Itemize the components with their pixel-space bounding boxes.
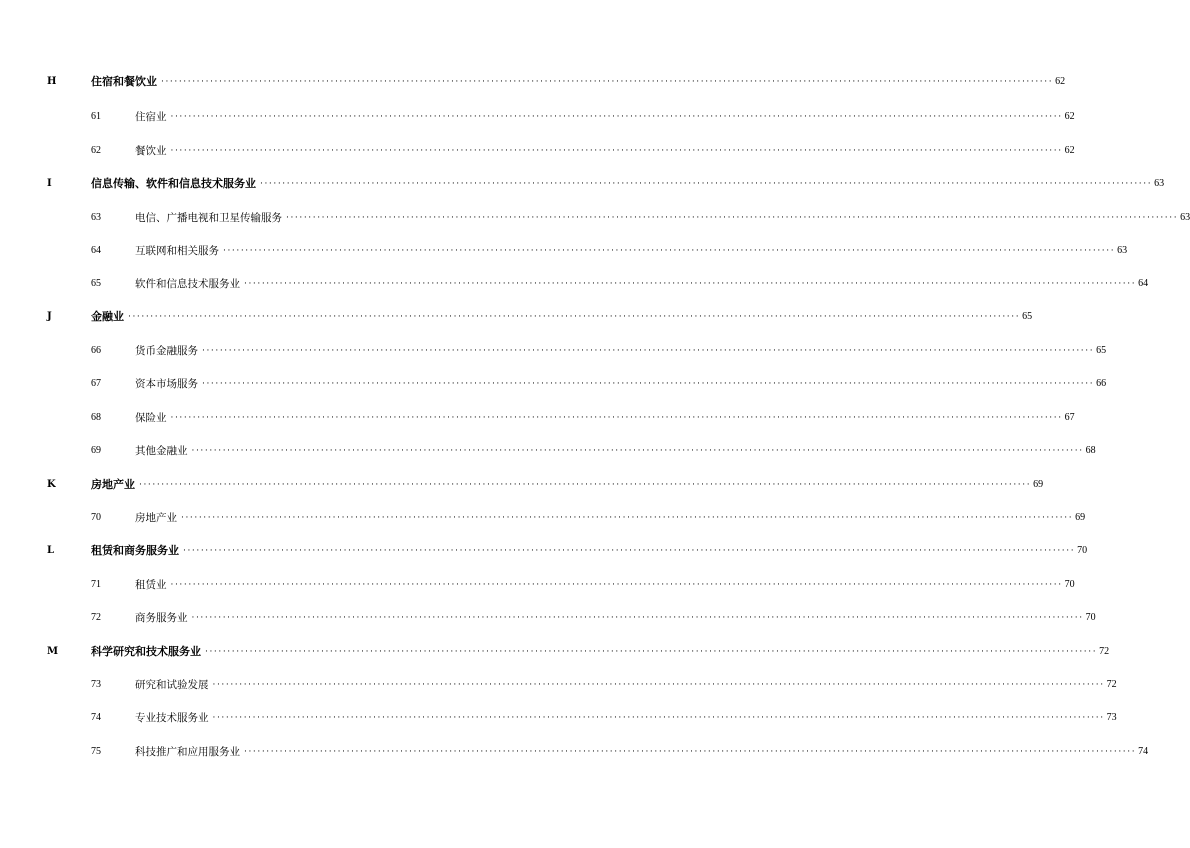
subcategory-code: 71 [91, 579, 101, 590]
subcategory-code: 68 [91, 412, 101, 423]
dot-leader: ········································································································································································································ [202, 346, 1095, 356]
toc-entry-subcategory[interactable] [0, 241, 1128, 261]
dot-leader: ········································································································································································································ [191, 446, 1084, 456]
entry-title: 互联网和相关服务 [135, 241, 223, 261]
toc-entry-subcategory[interactable] [0, 107, 1075, 127]
subcategory-code: 61 [91, 111, 101, 122]
entry-title: 信息传输、软件和信息技术服务业 [91, 174, 260, 194]
category-letter: J [47, 311, 52, 322]
toc-entry-subcategory[interactable] [0, 742, 1149, 762]
dot-leader: ········································································································································································································ [139, 480, 1032, 490]
toc-leader [135, 508, 1086, 528]
toc-leader [91, 642, 1110, 662]
toc-entry-subcategory[interactable] [0, 341, 1107, 361]
entry-title: 科学研究和技术服务业 [91, 642, 205, 662]
entry-title: 房地产业 [135, 508, 181, 528]
toc-leader [135, 441, 1096, 461]
toc-leader [135, 374, 1107, 394]
toc-leader [91, 72, 1066, 92]
page-number: 62 [1064, 111, 1075, 122]
page-number: 63 [1117, 245, 1128, 256]
page-number: 73 [1106, 712, 1117, 723]
category-letter: K [47, 479, 56, 490]
toc-entry-subcategory[interactable] [0, 141, 1075, 161]
entry-title: 科技推广和应用服务业 [135, 742, 244, 762]
toc-entry-category[interactable] [0, 541, 1088, 561]
toc-entry-subcategory[interactable] [0, 441, 1096, 461]
dot-leader: ········································································································································································································ [260, 179, 1153, 189]
toc-leader [135, 274, 1149, 294]
toc-leader [135, 408, 1075, 428]
dot-leader: ········································································································································································································ [170, 146, 1063, 156]
dot-leader: ········································································································································································································ [212, 680, 1105, 690]
toc-entry-category[interactable] [0, 642, 1110, 662]
category-letter: M [47, 646, 59, 657]
toc-leader [135, 341, 1107, 361]
dot-leader: ········································································································································································································ [181, 513, 1074, 523]
category-letter: L [47, 545, 55, 556]
toc-leader [135, 675, 1117, 695]
toc-entry-category[interactable] [0, 174, 1165, 194]
subcategory-code: 63 [91, 212, 101, 223]
dot-leader: ········································································································································································································ [191, 613, 1084, 623]
entry-title: 货币金融服务 [135, 341, 202, 361]
subcategory-code: 69 [91, 445, 101, 456]
subcategory-code: 66 [91, 345, 101, 356]
toc-entry-subcategory[interactable] [0, 374, 1107, 394]
page-number: 63 [1154, 178, 1165, 189]
dot-leader: ········································································································································································································ [170, 580, 1063, 590]
entry-title: 其他金融业 [135, 441, 192, 461]
entry-title: 软件和信息技术服务业 [135, 274, 244, 294]
toc-leader [135, 608, 1096, 628]
page-number: 70 [1085, 612, 1096, 623]
toc-leader [135, 141, 1075, 161]
page-number: 72 [1099, 646, 1110, 657]
entry-title: 餐饮业 [135, 141, 171, 161]
page-number: 66 [1096, 378, 1107, 389]
page-number: 69 [1075, 512, 1086, 523]
page-number: 74 [1138, 746, 1149, 757]
toc-entry-category[interactable] [0, 475, 1044, 495]
page-number: 65 [1096, 345, 1107, 356]
toc-entry-subcategory[interactable] [0, 575, 1075, 595]
dot-leader: ········································································································································································································ [170, 112, 1063, 122]
entry-title: 房地产业 [91, 475, 139, 495]
page-number: 63 [1180, 212, 1190, 223]
toc-entry-subcategory[interactable] [0, 274, 1149, 294]
toc-entry-subcategory[interactable] [0, 508, 1086, 528]
page-number: 62 [1064, 145, 1075, 156]
subcategory-code: 74 [91, 712, 101, 723]
page-number: 62 [1055, 76, 1066, 87]
entry-title: 金融业 [91, 307, 128, 327]
dot-leader: ········································································································································································································ [205, 647, 1098, 657]
entry-title: 住宿和餐饮业 [91, 72, 161, 92]
entry-title: 资本市场服务 [135, 374, 202, 394]
subcategory-code: 73 [91, 679, 101, 690]
toc-entry-subcategory[interactable] [0, 708, 1117, 728]
subcategory-code: 75 [91, 746, 101, 757]
toc-entry-subcategory[interactable] [0, 408, 1075, 428]
page-number: 69 [1033, 479, 1044, 490]
dot-leader: ········································································································································································································ [161, 77, 1054, 87]
subcategory-code: 72 [91, 612, 101, 623]
dot-leader: ········································································································································································································ [170, 413, 1063, 423]
dot-leader: ········································································································································································································ [244, 747, 1137, 757]
page-number: 64 [1138, 278, 1149, 289]
toc-leader [135, 742, 1149, 762]
page-number: 70 [1064, 579, 1075, 590]
entry-title: 租赁业 [135, 575, 171, 595]
category-letter: I [47, 178, 52, 189]
page-number: 67 [1064, 412, 1075, 423]
toc-leader [91, 541, 1088, 561]
toc-leader [135, 575, 1075, 595]
toc-leader [135, 708, 1117, 728]
toc-leader [135, 107, 1075, 127]
toc-entry-subcategory[interactable] [0, 608, 1096, 628]
category-letter: H [47, 76, 57, 87]
toc-leader [135, 241, 1128, 261]
dot-leader: ········································································································································································································ [212, 713, 1105, 723]
toc-entry-category[interactable] [0, 307, 1033, 327]
entry-title: 保险业 [135, 408, 171, 428]
page-number: 70 [1077, 545, 1088, 556]
entry-title: 研究和试验发展 [135, 675, 213, 695]
dot-leader: ········································································································································································································ [128, 312, 1021, 322]
dot-leader: ········································································································································································································ [183, 546, 1076, 556]
toc-leader [91, 307, 1033, 327]
entry-title: 电信、广播电视和卫星传输服务 [135, 208, 286, 228]
entry-title: 专业技术服务业 [135, 708, 213, 728]
entry-title: 住宿业 [135, 107, 171, 127]
toc-leader [91, 475, 1044, 495]
entry-title: 商务服务业 [135, 608, 192, 628]
page-number: 65 [1022, 311, 1033, 322]
subcategory-code: 65 [91, 278, 101, 289]
entry-title: 租赁和商务服务业 [91, 541, 183, 561]
toc-entry-subcategory[interactable] [0, 208, 1190, 228]
dot-leader: ········································································································································································································ [223, 246, 1116, 256]
dot-leader: ········································································································································································································ [286, 213, 1179, 223]
toc-leader [91, 174, 1165, 194]
toc-leader [135, 208, 1190, 228]
dot-leader: ········································································································································································································ [202, 379, 1095, 389]
subcategory-code: 70 [91, 512, 101, 523]
page-number: 72 [1106, 679, 1117, 690]
subcategory-code: 62 [91, 145, 101, 156]
subcategory-code: 64 [91, 245, 101, 256]
page-number: 68 [1085, 445, 1096, 456]
toc-entry-category[interactable] [0, 72, 1066, 92]
dot-leader: ········································································································································································································ [244, 279, 1137, 289]
subcategory-code: 67 [91, 378, 101, 389]
toc-entry-subcategory[interactable] [0, 675, 1117, 695]
